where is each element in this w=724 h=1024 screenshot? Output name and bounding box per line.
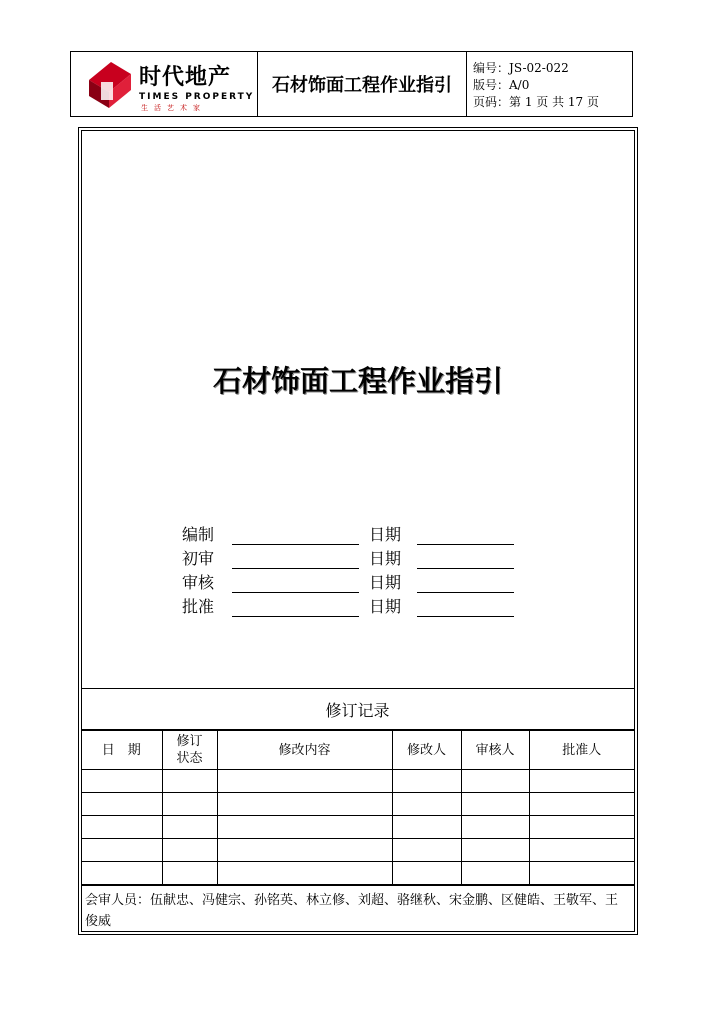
doc-code: 编号：JS-02-022 xyxy=(473,61,569,75)
revision-record xyxy=(81,688,634,929)
logo-english-name: TIMES PROPERTY xyxy=(139,92,255,102)
column-header: 审核人 xyxy=(461,731,529,770)
column-header: 修订状态 xyxy=(162,731,217,770)
sign-label: 编制 xyxy=(182,525,215,544)
date-label: 日期 xyxy=(369,597,402,616)
header-meta xyxy=(467,52,632,116)
cover-frame xyxy=(78,127,638,935)
sign-label: 审核 xyxy=(182,573,215,592)
cover-title: 石材饰面工程作业指引 xyxy=(212,364,503,398)
sign-label: 初审 xyxy=(182,549,215,568)
table-row xyxy=(81,839,634,862)
revision-table xyxy=(81,730,634,885)
date-line xyxy=(417,550,514,569)
column-header: 批准人 xyxy=(529,731,634,770)
date-label: 日期 xyxy=(369,549,402,568)
document-header xyxy=(70,51,633,117)
logo-chinese-name: 时代地产 xyxy=(139,65,232,90)
column-header: 日 期 xyxy=(81,731,162,770)
sign-row xyxy=(182,523,514,545)
doc-version: 版号：A/0 xyxy=(473,78,530,92)
column-header: 修改人 xyxy=(392,731,461,770)
sign-label: 批准 xyxy=(182,597,215,616)
logo-slogan: 生活艺术家 xyxy=(141,104,206,112)
doc-page: 页码：第 1 页 共 17 页 xyxy=(473,95,599,109)
date-label: 日期 xyxy=(369,573,402,592)
date-line xyxy=(417,574,514,593)
table-row xyxy=(81,816,634,839)
sign-row xyxy=(182,595,514,617)
table-row xyxy=(81,770,634,793)
logo-mark-icon xyxy=(83,60,135,110)
table-header-row xyxy=(81,731,634,770)
header-title: 石材饰面工程作业指引 xyxy=(258,52,467,116)
date-line xyxy=(417,526,514,545)
table-row xyxy=(81,793,634,816)
date-label: 日期 xyxy=(369,525,402,544)
table-row xyxy=(81,862,634,885)
sign-line xyxy=(232,598,359,617)
company-logo xyxy=(71,52,258,116)
column-header: 修改内容 xyxy=(217,731,392,770)
cover-frame-inner xyxy=(81,130,635,932)
revision-title: 修订记录 xyxy=(81,688,634,730)
sign-line xyxy=(232,526,359,545)
sign-line xyxy=(232,550,359,569)
sign-line xyxy=(232,574,359,593)
date-line xyxy=(417,598,514,617)
sign-row xyxy=(182,547,514,569)
sign-row xyxy=(182,571,514,593)
reviewers-list: 会审人员：伍献忠、冯健宗、孙铭英、林立修、刘超、骆继秋、宋金鹏、区健皓、王敬军、王俊威 xyxy=(81,885,634,929)
